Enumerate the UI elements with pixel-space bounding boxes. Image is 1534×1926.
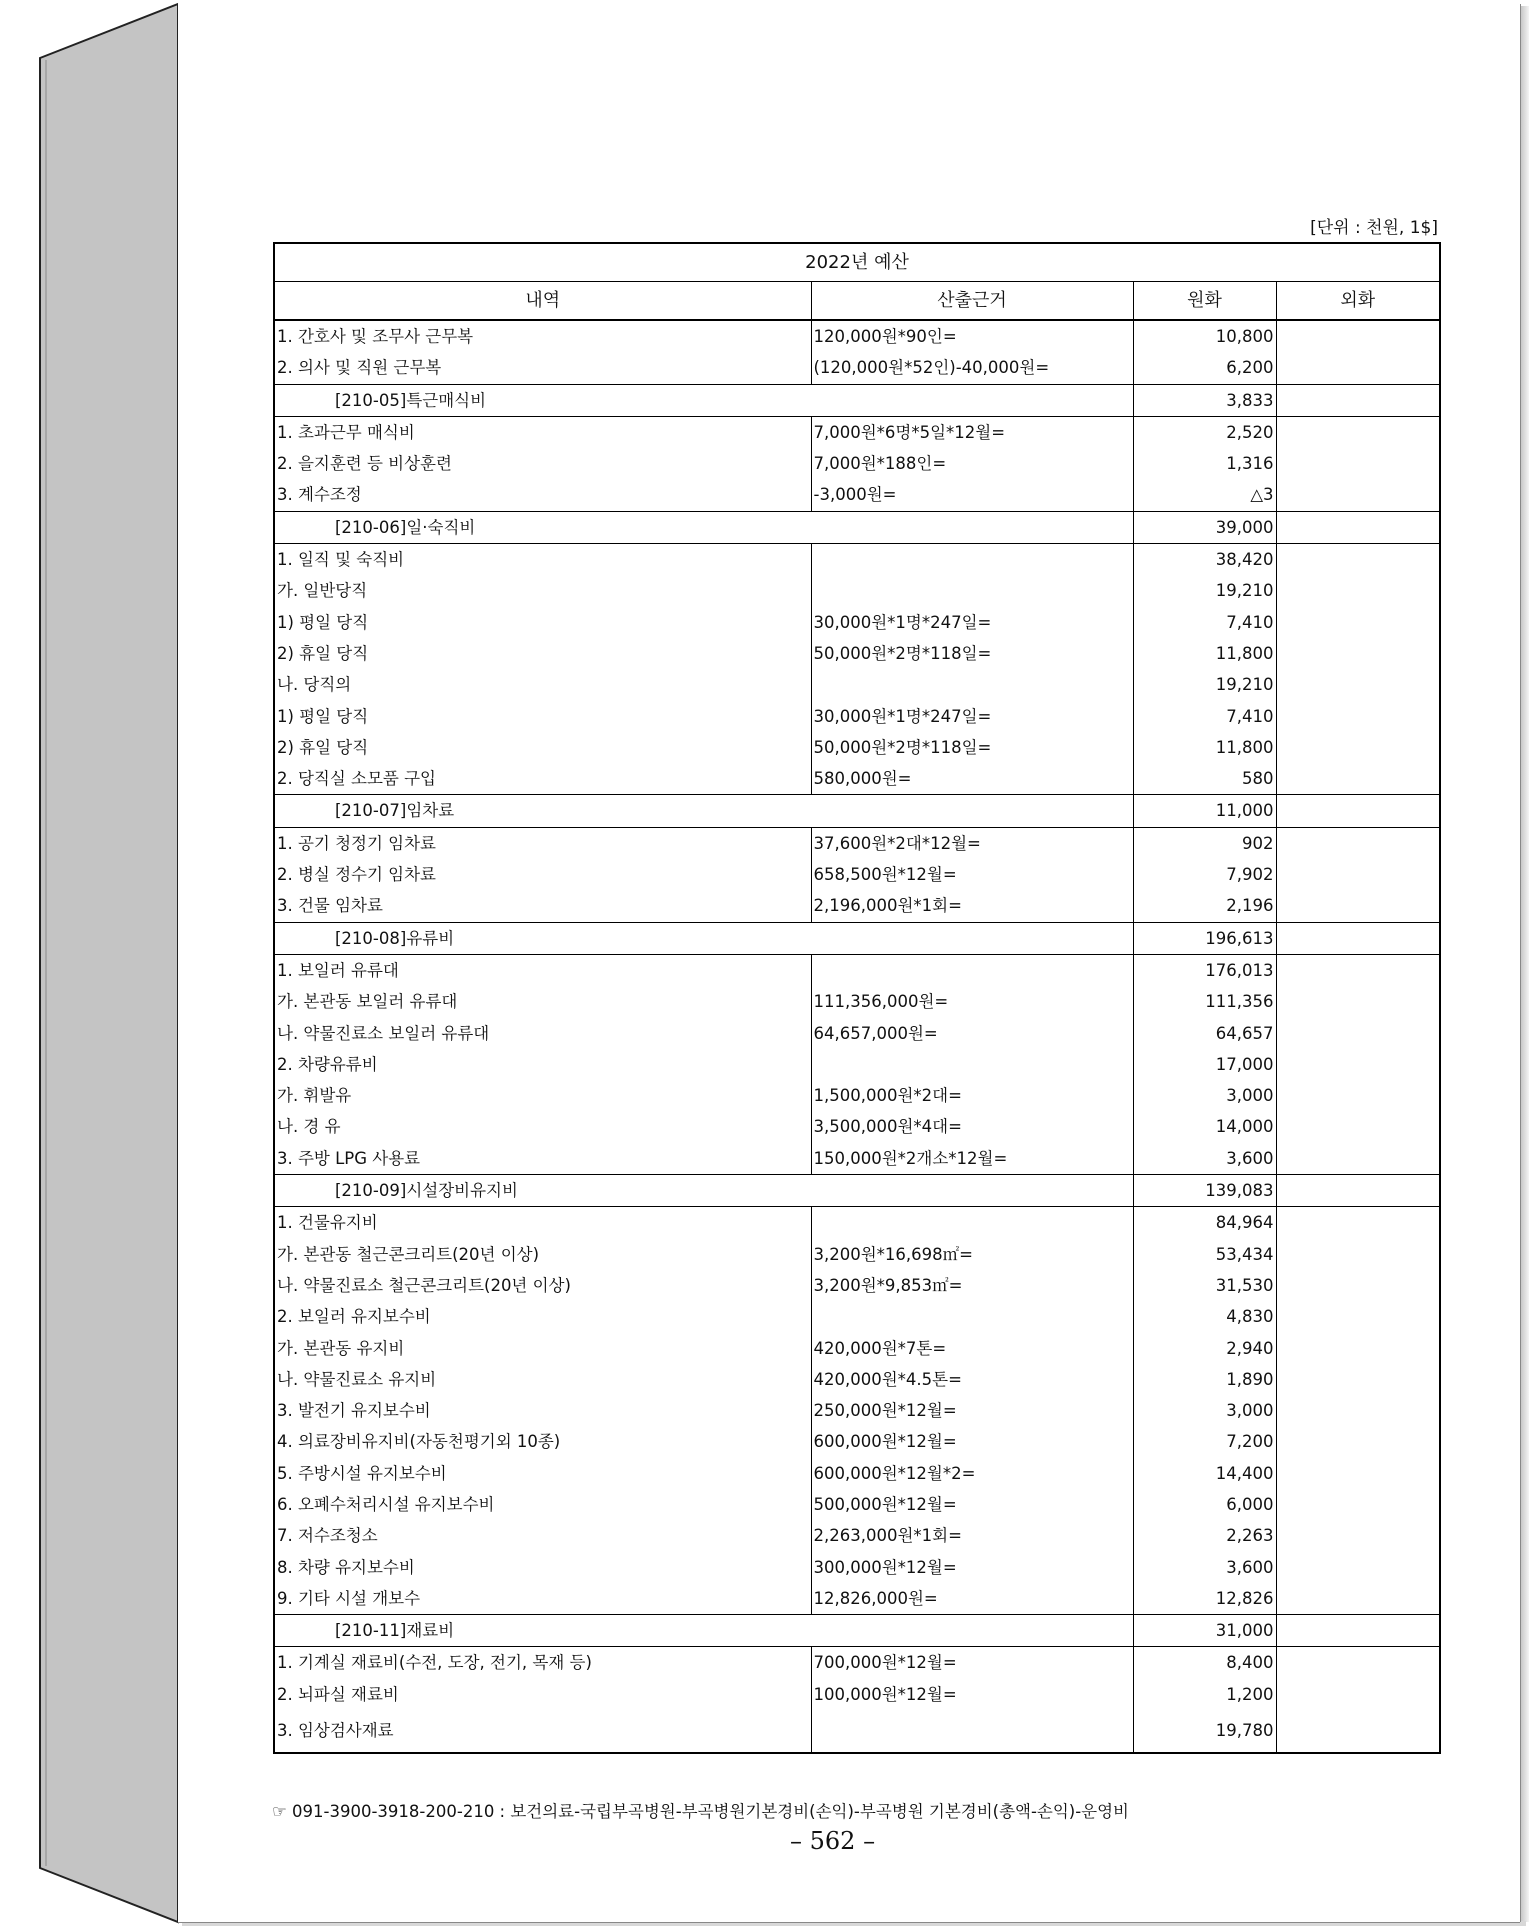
amount-krw: 19,210 <box>1133 669 1276 700</box>
amount-foreign <box>1276 544 1440 576</box>
section-title: [210-08]유류비 <box>274 922 1133 954</box>
section-title: [210-06]일·숙직비 <box>274 511 1133 543</box>
amount-krw: 14,400 <box>1133 1458 1276 1489</box>
item-description: 나. 약물진료소 유지비 <box>274 1364 811 1395</box>
item-description: 가. 휘발유 <box>274 1080 811 1111</box>
table-row <box>274 1049 1440 1080</box>
amount-krw: 1,316 <box>1133 448 1276 479</box>
item-basis: 30,000원*1명*247일= <box>811 701 1133 732</box>
item-description: 나. 약물진료소 철근콘크리트(20년 이상) <box>274 1270 811 1301</box>
amount-krw: 3,833 <box>1133 384 1276 416</box>
item-description: 6. 오폐수처리시설 유지보수비 <box>274 1489 811 1520</box>
amount-foreign <box>1276 986 1440 1017</box>
amount-foreign <box>1276 1647 1440 1679</box>
amount-foreign <box>1276 320 1440 352</box>
amount-foreign <box>1276 1175 1440 1207</box>
section-row <box>274 795 1440 827</box>
item-basis: 100,000원*12월= <box>811 1679 1133 1710</box>
table-row <box>274 1111 1440 1142</box>
amount-krw: 111,356 <box>1133 986 1276 1017</box>
item-basis: 580,000원= <box>811 763 1133 795</box>
amount-krw: 6,000 <box>1133 1489 1276 1520</box>
item-description: 1. 간호사 및 조무사 근무복 <box>274 320 811 352</box>
amount-krw: 1,890 <box>1133 1364 1276 1395</box>
section-row <box>274 511 1440 543</box>
item-basis <box>811 1301 1133 1332</box>
amount-krw: 84,964 <box>1133 1207 1276 1239</box>
unit-label: [단위 : 천원, 1$] <box>1310 218 1438 238</box>
item-description: 나. 당직의 <box>274 669 811 700</box>
item-description: 1. 기계실 재료비(수전, 도장, 전기, 목재 등) <box>274 1647 811 1679</box>
amount-krw: 7,410 <box>1133 701 1276 732</box>
item-description: 5. 주방시설 유지보수비 <box>274 1458 811 1489</box>
page-number: – 562 – <box>790 1827 876 1855</box>
item-description: 2) 휴일 당직 <box>274 638 811 669</box>
amount-foreign <box>1276 575 1440 606</box>
item-description: 2. 의사 및 직원 근무복 <box>274 352 811 384</box>
header-foreign: 외화 <box>1276 282 1440 321</box>
item-basis: 600,000원*12월*2= <box>811 1458 1133 1489</box>
item-description: 나. 경 유 <box>274 1111 811 1142</box>
header-description: 내역 <box>274 282 811 321</box>
item-basis <box>811 1710 1133 1753</box>
table-row <box>274 669 1440 700</box>
amount-foreign <box>1276 448 1440 479</box>
amount-foreign <box>1276 1552 1440 1583</box>
table-row <box>274 1520 1440 1551</box>
amount-foreign <box>1276 638 1440 669</box>
item-description: 8. 차량 유지보수비 <box>274 1552 811 1583</box>
amount-krw: 3,000 <box>1133 1080 1276 1111</box>
amount-foreign <box>1276 1364 1440 1395</box>
item-basis: (120,000원*52인)-40,000원= <box>811 352 1133 384</box>
table-row <box>274 827 1440 859</box>
amount-foreign <box>1276 479 1440 511</box>
amount-foreign <box>1276 1583 1440 1615</box>
budget-table <box>273 242 1441 1754</box>
header-krw: 원화 <box>1133 282 1276 321</box>
amount-krw: 3,000 <box>1133 1395 1276 1426</box>
item-description: 3. 건물 임차료 <box>274 890 811 922</box>
section-title: [210-07]임차료 <box>274 795 1133 827</box>
amount-krw: 11,800 <box>1133 732 1276 763</box>
item-basis: 500,000원*12월= <box>811 1489 1133 1520</box>
amount-krw: 11,000 <box>1133 795 1276 827</box>
item-description: 1. 일직 및 숙직비 <box>274 544 811 576</box>
item-description: 가. 본관동 유지비 <box>274 1333 811 1364</box>
table-row <box>274 1207 1440 1239</box>
table-row <box>274 1458 1440 1489</box>
book-spine <box>40 4 178 1922</box>
amount-krw: 580 <box>1133 763 1276 795</box>
item-basis <box>811 1049 1133 1080</box>
table-row <box>274 1239 1440 1270</box>
amount-foreign <box>1276 1395 1440 1426</box>
footnote: ☞ 091-3900-3918-200-210 : 보건의료-국립부곡병원-부곡병원기본경비(손익)-부곡병원 기본경비(총액-손익)-운영비 <box>272 1802 1129 1821</box>
amount-foreign <box>1276 732 1440 763</box>
item-basis: 7,000원*188인= <box>811 448 1133 479</box>
item-basis: 3,500,000원*4대= <box>811 1111 1133 1142</box>
amount-krw: 1,200 <box>1133 1679 1276 1710</box>
section-row <box>274 1175 1440 1207</box>
item-basis: 37,600원*2대*12월= <box>811 827 1133 859</box>
table-row <box>274 544 1440 576</box>
table-row <box>274 575 1440 606</box>
table-row <box>274 1080 1440 1111</box>
amount-krw: 902 <box>1133 827 1276 859</box>
amount-krw: 31,530 <box>1133 1270 1276 1301</box>
item-basis: 1,500,000원*2대= <box>811 1080 1133 1111</box>
item-description: 2) 휴일 당직 <box>274 732 811 763</box>
item-description: 1) 평일 당직 <box>274 607 811 638</box>
amount-krw: 2,196 <box>1133 890 1276 922</box>
item-description: 가. 본관동 보일러 유류대 <box>274 986 811 1017</box>
amount-foreign <box>1276 1049 1440 1080</box>
section-title: [210-05]특근매식비 <box>274 384 1133 416</box>
amount-krw: 39,000 <box>1133 511 1276 543</box>
amount-krw: 6,200 <box>1133 352 1276 384</box>
amount-krw: 19,210 <box>1133 575 1276 606</box>
item-description: 2. 뇌파실 재료비 <box>274 1679 811 1710</box>
table-row <box>274 986 1440 1017</box>
amount-krw: 64,657 <box>1133 1018 1276 1049</box>
item-description: 2. 을지훈련 등 비상훈련 <box>274 448 811 479</box>
table-row <box>274 607 1440 638</box>
table-row <box>274 1552 1440 1583</box>
table-row <box>274 954 1440 986</box>
amount-foreign <box>1276 1018 1440 1049</box>
item-basis: 50,000원*2명*118일= <box>811 638 1133 669</box>
amount-foreign <box>1276 1143 1440 1175</box>
amount-foreign <box>1276 1239 1440 1270</box>
item-basis: 150,000원*2개소*12월= <box>811 1143 1133 1175</box>
amount-krw: 10,800 <box>1133 320 1276 352</box>
amount-krw: 2,520 <box>1133 416 1276 448</box>
amount-foreign <box>1276 1111 1440 1142</box>
item-basis: 50,000원*2명*118일= <box>811 732 1133 763</box>
item-basis: 120,000원*90인= <box>811 320 1133 352</box>
amount-krw: 2,940 <box>1133 1333 1276 1364</box>
item-basis: 2,196,000원*1회= <box>811 890 1133 922</box>
item-basis: 300,000원*12월= <box>811 1552 1133 1583</box>
item-basis: 3,200원*16,698㎡= <box>811 1239 1133 1270</box>
amount-krw: 17,000 <box>1133 1049 1276 1080</box>
table-row <box>274 1583 1440 1615</box>
item-basis: 600,000원*12월= <box>811 1426 1133 1457</box>
item-description: 7. 저수조청소 <box>274 1520 811 1551</box>
amount-krw: 139,083 <box>1133 1175 1276 1207</box>
item-description: 1. 건물유지비 <box>274 1207 811 1239</box>
table-row <box>274 1710 1440 1753</box>
item-description: 4. 의료장비유지비(자동천평기외 10종) <box>274 1426 811 1457</box>
item-description: 나. 약물진료소 보일러 유류대 <box>274 1018 811 1049</box>
table-row <box>274 1333 1440 1364</box>
amount-krw: 7,200 <box>1133 1426 1276 1457</box>
amount-krw: 7,902 <box>1133 859 1276 890</box>
item-basis <box>811 544 1133 576</box>
amount-krw: 4,830 <box>1133 1301 1276 1332</box>
amount-krw: 3,600 <box>1133 1143 1276 1175</box>
amount-krw: 8,400 <box>1133 1647 1276 1679</box>
amount-krw: 12,826 <box>1133 1583 1276 1615</box>
table-row <box>274 320 1440 352</box>
table-row <box>274 1270 1440 1301</box>
amount-foreign <box>1276 669 1440 700</box>
section-title: [210-09]시설장비유지비 <box>274 1175 1133 1207</box>
table-row <box>274 1679 1440 1710</box>
amount-krw: 176,013 <box>1133 954 1276 986</box>
table-title: 2022년 예산 <box>274 243 1440 282</box>
item-description: 3. 주방 LPG 사용료 <box>274 1143 811 1175</box>
amount-foreign <box>1276 1458 1440 1489</box>
item-basis: 700,000원*12월= <box>811 1647 1133 1679</box>
amount-foreign <box>1276 1710 1440 1753</box>
table-row <box>274 352 1440 384</box>
item-basis: 64,657,000원= <box>811 1018 1133 1049</box>
amount-foreign <box>1276 1080 1440 1111</box>
item-basis <box>811 669 1133 700</box>
table-row <box>274 701 1440 732</box>
amount-foreign <box>1276 1489 1440 1520</box>
amount-krw: △3 <box>1133 479 1276 511</box>
amount-foreign <box>1276 922 1440 954</box>
table-row <box>274 479 1440 511</box>
amount-krw: 31,000 <box>1133 1615 1276 1647</box>
table-row <box>274 859 1440 890</box>
item-description: 1. 공기 청정기 임차료 <box>274 827 811 859</box>
table-row <box>274 732 1440 763</box>
section-row <box>274 922 1440 954</box>
table-row <box>274 416 1440 448</box>
item-description: 1) 평일 당직 <box>274 701 811 732</box>
table-row <box>274 1647 1440 1679</box>
item-description: 3. 발전기 유지보수비 <box>274 1395 811 1426</box>
section-row <box>274 1615 1440 1647</box>
amount-krw: 38,420 <box>1133 544 1276 576</box>
item-basis: 111,356,000원= <box>811 986 1133 1017</box>
amount-krw: 14,000 <box>1133 1111 1276 1142</box>
item-basis: 30,000원*1명*247일= <box>811 607 1133 638</box>
item-description: 2. 병실 정수기 임차료 <box>274 859 811 890</box>
amount-foreign <box>1276 1426 1440 1457</box>
item-description: 2. 차량유류비 <box>274 1049 811 1080</box>
item-description: 3. 임상검사재료 <box>274 1710 811 1753</box>
section-title: [210-11]재료비 <box>274 1615 1133 1647</box>
item-description: 2. 보일러 유지보수비 <box>274 1301 811 1332</box>
item-basis: 420,000원*7톤= <box>811 1333 1133 1364</box>
amount-foreign <box>1276 1679 1440 1710</box>
table-row <box>274 1018 1440 1049</box>
amount-foreign <box>1276 416 1440 448</box>
section-row <box>274 384 1440 416</box>
amount-foreign <box>1276 1207 1440 1239</box>
amount-foreign <box>1276 859 1440 890</box>
amount-foreign <box>1276 607 1440 638</box>
item-basis: 2,263,000원*1회= <box>811 1520 1133 1551</box>
table-row <box>274 1301 1440 1332</box>
amount-krw: 7,410 <box>1133 607 1276 638</box>
amount-foreign <box>1276 827 1440 859</box>
amount-foreign <box>1276 1333 1440 1364</box>
table-row <box>274 1364 1440 1395</box>
item-basis: 3,200원*9,853㎡= <box>811 1270 1133 1301</box>
item-basis: 12,826,000원= <box>811 1583 1133 1615</box>
amount-foreign <box>1276 384 1440 416</box>
amount-foreign <box>1276 763 1440 795</box>
amount-foreign <box>1276 890 1440 922</box>
table-row <box>274 1143 1440 1175</box>
table-row <box>274 1489 1440 1520</box>
amount-foreign <box>1276 1270 1440 1301</box>
item-basis: 7,000원*6명*5일*12월= <box>811 416 1133 448</box>
amount-foreign <box>1276 352 1440 384</box>
item-basis <box>811 575 1133 606</box>
amount-krw: 53,434 <box>1133 1239 1276 1270</box>
item-basis <box>811 954 1133 986</box>
item-description: 1. 초과근무 매식비 <box>274 416 811 448</box>
amount-foreign <box>1276 1520 1440 1551</box>
amount-krw: 2,263 <box>1133 1520 1276 1551</box>
amount-foreign <box>1276 511 1440 543</box>
item-basis: 250,000원*12월= <box>811 1395 1133 1426</box>
amount-foreign <box>1276 1301 1440 1332</box>
table-row <box>274 890 1440 922</box>
item-description: 3. 계수조정 <box>274 479 811 511</box>
item-description: 1. 보일러 유류대 <box>274 954 811 986</box>
table-row <box>274 1395 1440 1426</box>
item-basis: 658,500원*12월= <box>811 859 1133 890</box>
amount-foreign <box>1276 795 1440 827</box>
amount-krw: 19,780 <box>1133 1710 1276 1753</box>
table-row <box>274 448 1440 479</box>
header-basis: 산출근거 <box>811 282 1133 321</box>
amount-krw: 3,600 <box>1133 1552 1276 1583</box>
amount-foreign <box>1276 1615 1440 1647</box>
item-basis: 420,000원*4.5톤= <box>811 1364 1133 1395</box>
item-description: 가. 본관동 철근콘크리트(20년 이상) <box>274 1239 811 1270</box>
amount-krw: 11,800 <box>1133 638 1276 669</box>
table-row <box>274 638 1440 669</box>
amount-foreign <box>1276 701 1440 732</box>
item-description: 2. 당직실 소모품 구입 <box>274 763 811 795</box>
item-description: 가. 일반당직 <box>274 575 811 606</box>
amount-foreign <box>1276 954 1440 986</box>
table-row <box>274 1426 1440 1457</box>
item-basis: -3,000원= <box>811 479 1133 511</box>
item-basis <box>811 1207 1133 1239</box>
table-row <box>274 763 1440 795</box>
item-description: 9. 기타 시설 개보수 <box>274 1583 811 1615</box>
budget-table-body <box>274 320 1440 1753</box>
amount-krw: 196,613 <box>1133 922 1276 954</box>
